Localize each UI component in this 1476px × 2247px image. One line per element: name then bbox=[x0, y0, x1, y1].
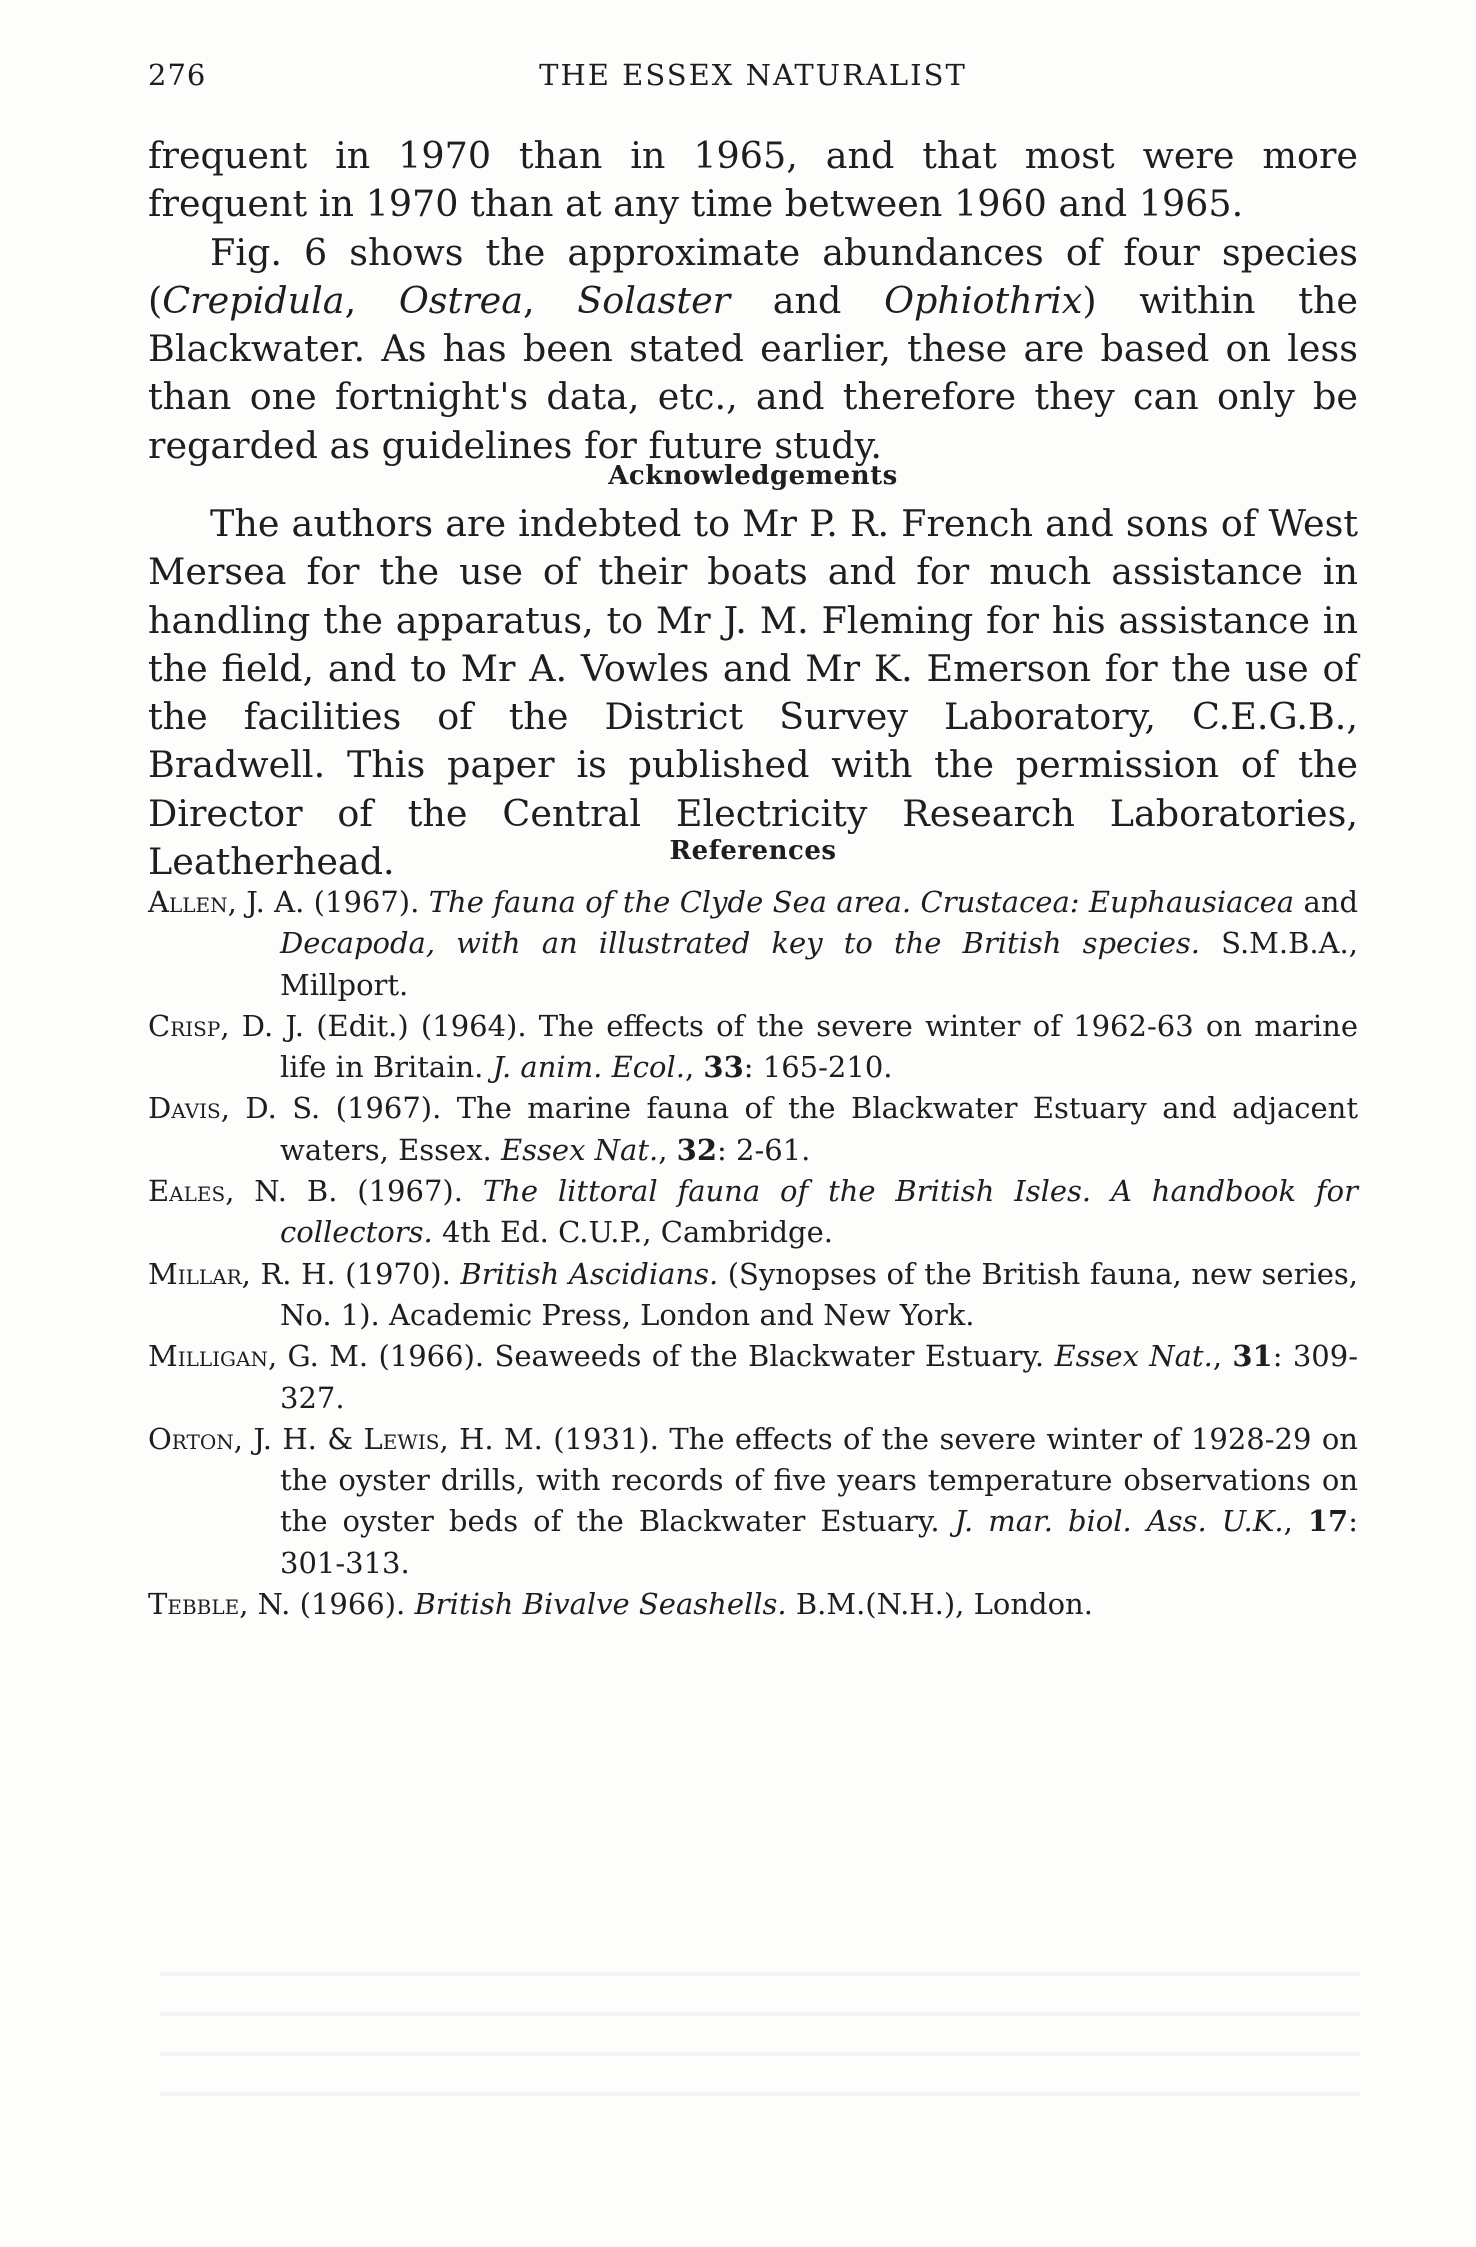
paper-show-through bbox=[160, 1950, 1360, 2130]
reference-journal: J. mar. biol. Ass. U.K. bbox=[954, 1504, 1284, 1539]
reference-author: Allen bbox=[148, 885, 228, 919]
page-number: 276 bbox=[148, 58, 207, 92]
species-name: Ostrea bbox=[398, 278, 523, 322]
reference-author: Davis bbox=[148, 1091, 221, 1126]
reference-journal: J. anim. Ecol. bbox=[492, 1050, 685, 1085]
reference-title: British Bivalve Seashells. bbox=[414, 1587, 787, 1622]
intro-paragraph-continued: frequent in 1970 than in 1965, and that most were more frequent in 1970 than at any time between 1960 and 1965. bbox=[148, 134, 1358, 226]
reference-entry: Davis, D. S. (1967). The marine fauna of the Blackwater Estuary and adjacent waters, Essex. Essex Nat., 32: 2-61. bbox=[148, 1091, 1358, 1167]
intro-paragraph-figure: Fig. 6 shows the approximate abundances of four species (Crepidula, Ostrea, Solaster and Ophiothrix) within the Blackwater. As has been stated earlier, these are based on less than one fortnight's data, etc., and therefore they can only be regarded as guidelines for future study. bbox=[148, 230, 1358, 467]
reference-title: Decapoda, with an illustrated key to the British species. bbox=[280, 926, 1200, 961]
reference-volume: 32 bbox=[676, 1132, 718, 1167]
journal-title: THE ESSEX NATURALIST bbox=[539, 58, 967, 92]
reference-title: The fauna of the Clyde Sea area. Crustacea: Euphausiacea bbox=[428, 885, 1295, 919]
reference-entry: Orton, J. H. & Lewis, H. M. (1931). The effects of the severe winter of 1928-29 on the oyster drills, with records of five years temperature observations on the oyster beds of the Blackwater Estuary. J. mar. biol. Ass. U.K., 17: 301-313. bbox=[148, 1421, 1358, 1580]
reference-entry: Tebble, N. (1966). British Bivalve Seashells. B.M.(N.H.), London. bbox=[148, 1587, 1093, 1622]
reference-journal: Essex Nat. bbox=[501, 1132, 659, 1167]
reference-volume: 33 bbox=[703, 1050, 744, 1085]
reference-volume: 31 bbox=[1232, 1339, 1273, 1374]
reference-title: The littoral fauna of the British Isles. A handbook for collectors. bbox=[280, 1174, 1358, 1250]
species-name: Ophiothrix bbox=[884, 278, 1083, 322]
species-name: Solaster bbox=[577, 278, 731, 322]
reference-volume: 17 bbox=[1307, 1504, 1349, 1539]
acknowledgements-text bbox=[148, 500, 1358, 886]
reference-entry: Crisp, D. J. (Edit.) (1964). The effects of the severe winter of 1962-63 on marine life in Britain. J. anim. Ecol., 33: 165-210. bbox=[148, 1008, 1358, 1085]
species-name: Crepidula bbox=[162, 278, 345, 322]
intro-text bbox=[148, 132, 1358, 470]
references-heading: References bbox=[669, 836, 837, 866]
reference-author: Millar bbox=[148, 1256, 242, 1291]
references-list bbox=[148, 882, 1358, 1625]
reference-author: Orton bbox=[148, 1421, 234, 1456]
reference-journal: Essex Nat. bbox=[1054, 1339, 1213, 1374]
reference-entry: Milligan, G. M. (1966). Seaweeds of the Blackwater Estuary. Essex Nat., 31: 309-327. bbox=[148, 1339, 1358, 1415]
acknowledgements-paragraph: The authors are indebted to Mr P. R. French and sons of West Mersea for the use of their boats and for much assistance in handling the apparatus, to Mr J. M. Fleming for his assistance in the field, and to Mr A. Vowles and Mr K. Emerson for the use of the facilities of the District Survey Laboratory, C.E.G.B., Bradwell. This paper is published with the permission of the Director of the Central Electricity Research Laboratories, Leatherhead. bbox=[148, 502, 1358, 884]
reference-entry: Allen, J. A. (1967). The fauna of the Clyde Sea area. Crustacea: Euphausiacea and Decapoda, with an illustrated key to the British species. S.M.B.A., Millport. bbox=[148, 885, 1359, 1002]
running-head bbox=[148, 58, 1358, 98]
reference-title: British Ascidians. bbox=[460, 1256, 719, 1291]
reference-author: Crisp bbox=[148, 1008, 221, 1043]
reference-entry: Millar, R. H. (1970). British Ascidians. (Synopses of the British fauna, new series, No. 1). Academic Press, London and New York. bbox=[148, 1256, 1358, 1332]
reference-entry: Eales, N. B. (1967). The littoral fauna of the British Isles. A handbook for collectors. 4th Ed. C.U.P., Cambridge. bbox=[148, 1174, 1358, 1250]
reference-author: Tebble bbox=[148, 1587, 240, 1622]
reference-author: Eales bbox=[148, 1174, 226, 1209]
reference-author: Lewis bbox=[363, 1421, 440, 1456]
acknowledgements-heading: Acknowledgements bbox=[608, 461, 898, 491]
reference-author: Milligan bbox=[148, 1339, 268, 1374]
